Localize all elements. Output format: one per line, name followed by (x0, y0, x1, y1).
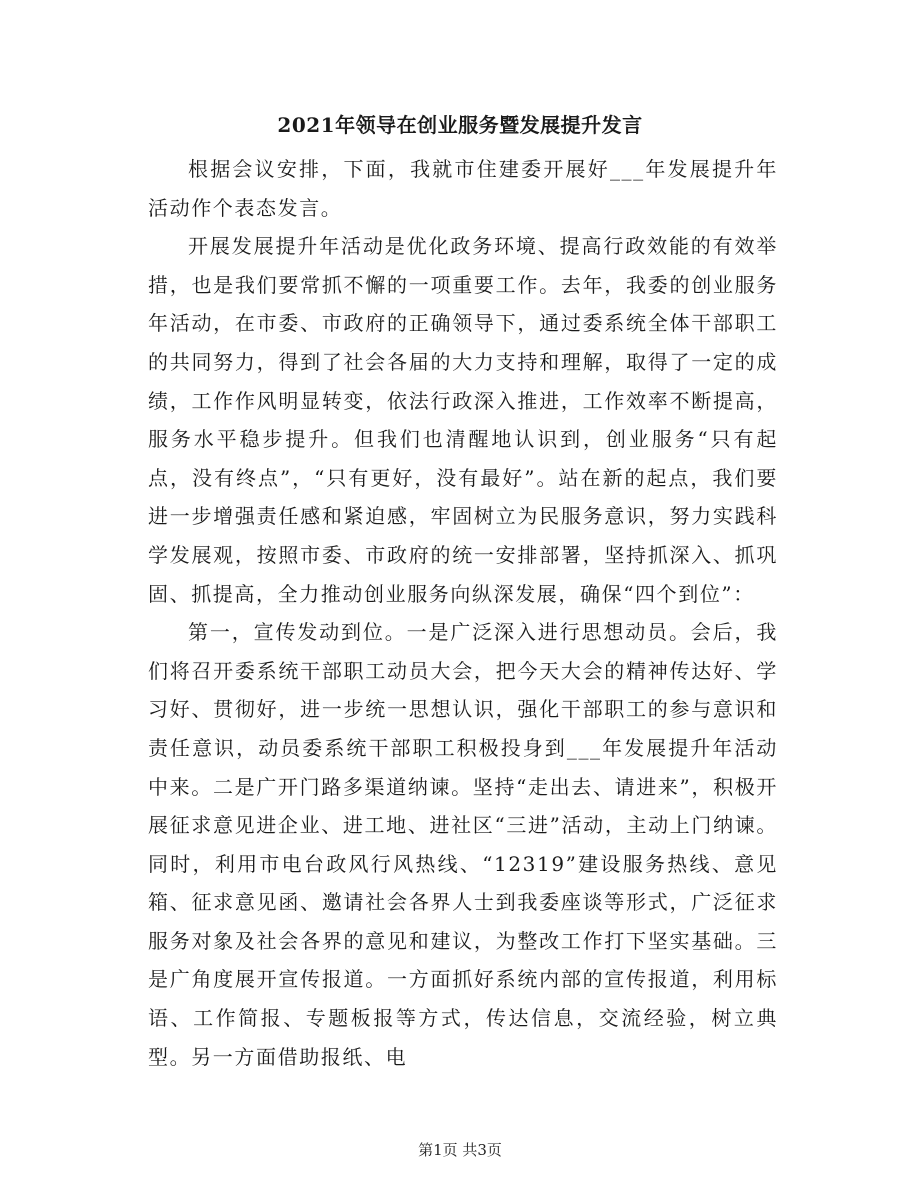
paragraph-background: 开展发展提升年活动是优化政务环境、提高行政效能的有效举措，也是我们要常抓不懈的一项重要工作。去年，我委的创业服务年活动，在市委、市政府的正确领导下，通过委系统全体干部职工的共同努力，得到了社会各届的大力支持和理解，取得了一定的成绩，工作作风明显转变，依法行政深入推进，工作效率不断提高，服务水平稳步提升。但我们也清醒地认识到，创业服务“只有起点，没有终点”，“只有更好，没有最好”。站在新的起点，我们要进一步增强责任感和紧迫感，牢固树立为民服务意识，努力实践科学发展观，按照市委、市政府的统一安排部署，坚持抓深入、抓巩固、抓提高，全力推动创业服务向纵深发展，确保“四个到位”： (148, 234, 778, 606)
paragraph-intro: 根据会议安排，下面，我就市住建委开展好___年发展提升年活动作个表态发言。 (148, 157, 778, 220)
paragraph-first-point: 第一，宣传发动到位。一是广泛深入进行思想动员。会后，我们将召开委系统干部职工动员大会，把今天大会的精神传达好、学习好、贯彻好，进一步统一思想认识，强化干部职工的参与意识和责任意识，动员委系统干部职工积极投身到___年发展提升年活动中来。二是广开门路多渠道纳谏。坚持“走出去、请进来”，积极开展征求意见进企业、进工地、进社区“三进”活动，主动上门纳谏。同时，利用市电台政风行风热线、“12319”建设服务热线、意见箱、征求意见函、邀请社会各界人士到我委座谈等形式，广泛征求服务对象及社会各界的意见和建议，为整改工作打下坚实基础。三是广角度展开宣传报道。一方面抓好系统内部的宣传报道，利用标语、工作简报、专题板报等方式，传达信息，交流经验，树立典型。另一方面借助报纸、电 (148, 620, 778, 1069)
document-title: 2021年领导在创业服务暨发展提升发言 (277, 113, 643, 137)
document-body (148, 150, 778, 1076)
page-number: 第1页 共3页 (418, 1141, 502, 1159)
